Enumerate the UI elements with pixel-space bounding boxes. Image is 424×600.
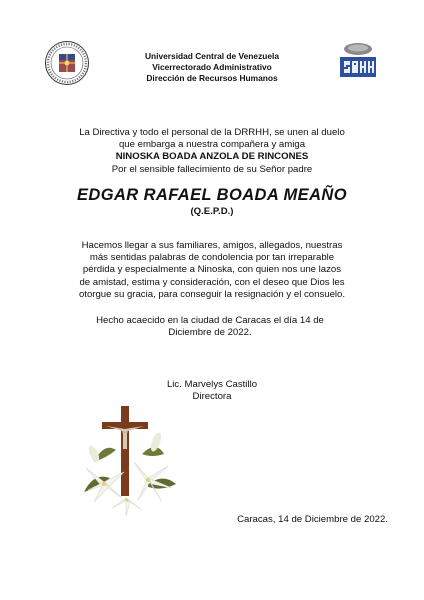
intro-line: La Directiva y todo el personal de la DRRHH, se unen al duelo [79, 127, 345, 138]
crucifix-lilies-icon [64, 402, 188, 520]
intro-line: que embarga a nuestra compañera y amiga [118, 139, 306, 151]
colleague-name: NINOSKA BOADA ANZOLA DE RINCONES [115, 151, 309, 163]
vice-rectorate: Vicerrectorado Administrativo [152, 62, 272, 72]
university-name: Universidad Central de Venezuela [144, 51, 280, 61]
event-notice [70, 315, 350, 339]
university-seal-icon [44, 40, 90, 86]
closing-date: Caracas, 14 de Diciembre de 2022. [237, 514, 388, 525]
message-line: más sentidas palabras de condolencia por tan irreparable [89, 252, 335, 264]
signatory-name: Lic. Marvelys Castillo [166, 379, 258, 390]
signature-block [132, 379, 292, 403]
intro-paragraph [40, 127, 384, 176]
intro-line: Por el sensible fallecimiento de su Señor padre [111, 163, 313, 175]
message-line: pérdida y especialmente a Ninoska, con quien nos une lazos [82, 264, 342, 276]
condolence-message [40, 240, 384, 301]
rrhh-logo-icon [336, 41, 380, 79]
deceased-name: EDGAR RAFAEL BOADA MEAÑO [77, 186, 347, 204]
rip-abbreviation: (Q.E.P.D.) [190, 206, 234, 217]
event-line: Hecho acaecido en la ciudad de Caracas el día 14 de [96, 315, 324, 326]
message-line: de amistad, estima y consideración, con el deseo que Dios les [79, 276, 345, 288]
signatory-title: Directora [192, 391, 232, 403]
message-line: Hacemos llegar a sus familiares, amigos, allegados, nuestras [81, 240, 343, 251]
letterhead [100, 51, 324, 84]
department-name: Dirección de Recursos Humanos [146, 73, 278, 83]
event-line: Diciembre de 2022. [168, 327, 252, 339]
message-line: otorgue su gracia, para conseguir la resignación y el consuelo. [78, 288, 346, 300]
